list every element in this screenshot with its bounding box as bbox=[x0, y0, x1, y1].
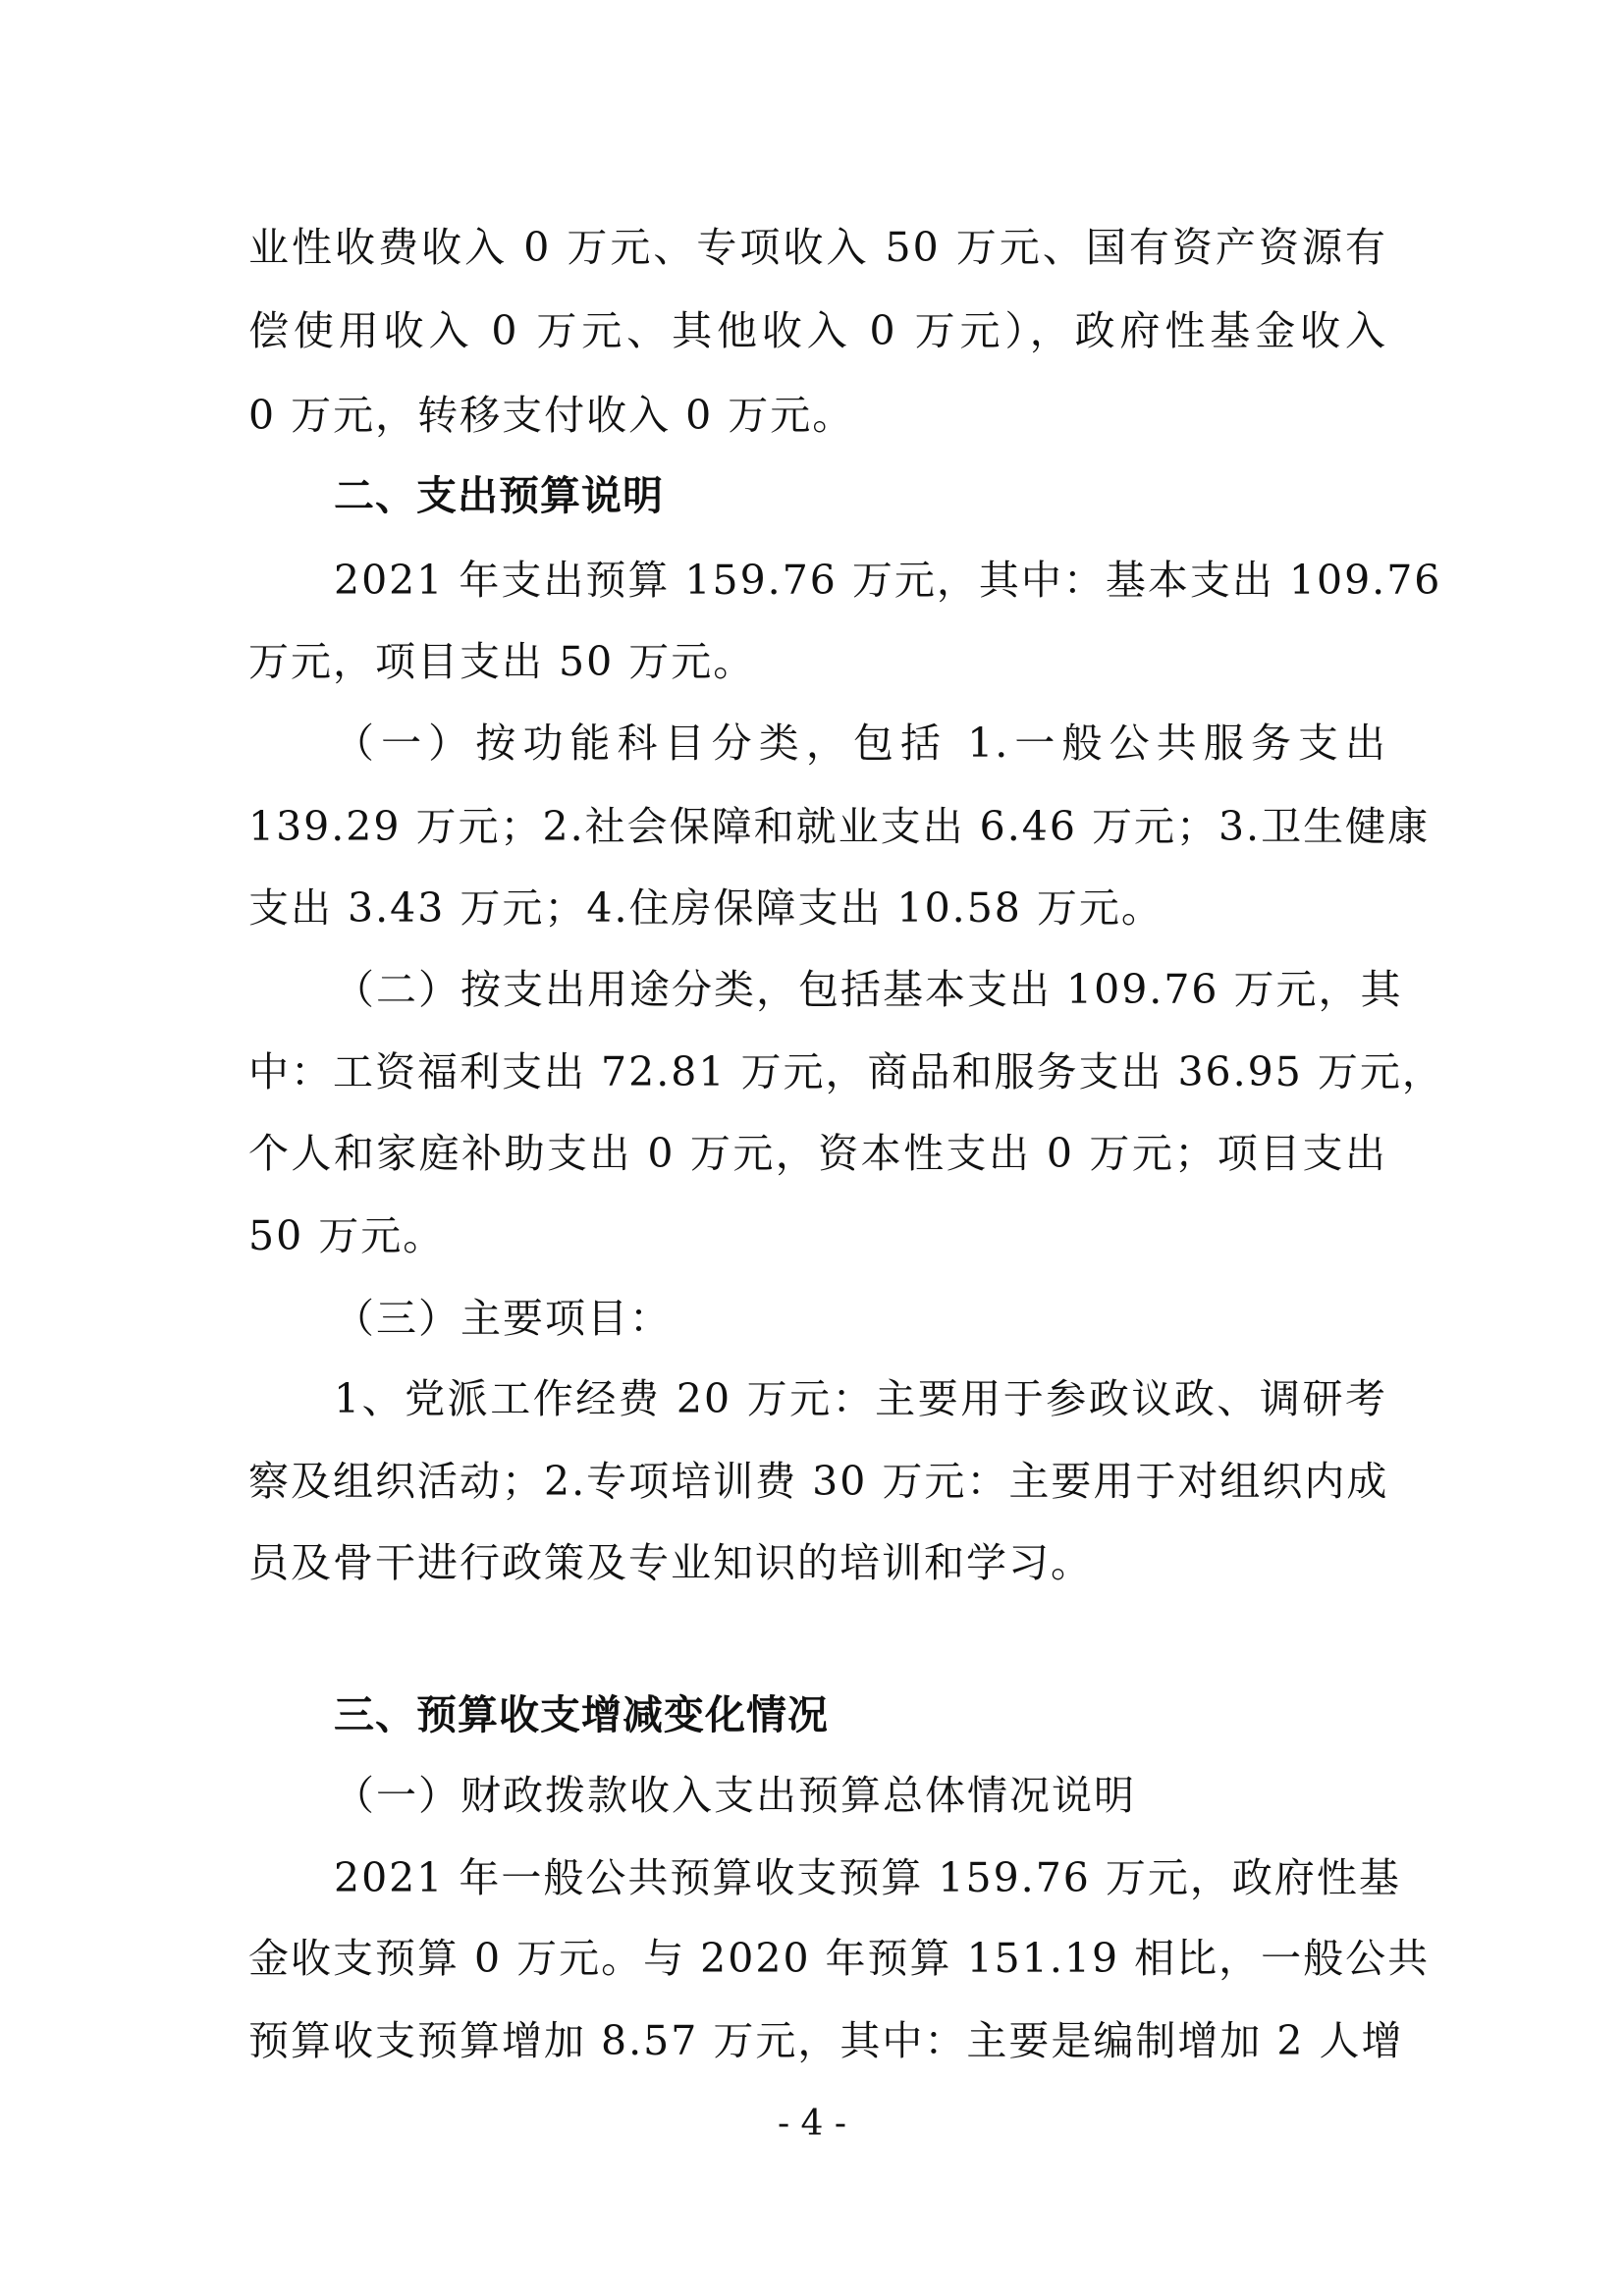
body-text-line: 察及组织活动；2.专项培训费 30 万元：主要用于对组织内成 bbox=[248, 1458, 1389, 1505]
subsection-heading: （一）财政拨款收入支出预算总体情况说明 bbox=[334, 1772, 1136, 1819]
section-heading-budget-change: 三、预算收支增减变化情况 bbox=[334, 1691, 829, 1738]
subsection-heading: （三）主要项目： bbox=[334, 1295, 672, 1342]
body-text-line: 预算收支预算增加 8.57 万元，其中：主要是编制增加 2 人增 bbox=[248, 2017, 1404, 2064]
body-text-line: 万元，项目支出 50 万元。 bbox=[248, 638, 756, 685]
body-text-line: 0 万元，转移支付收入 0 万元。 bbox=[248, 392, 855, 439]
body-text-line: 员及骨干进行政策及专业知识的培训和学习。 bbox=[248, 1539, 1093, 1586]
body-text-line: 中：工资福利支出 72.81 万元，商品和服务支出 36.95 万元， bbox=[248, 1048, 1444, 1095]
body-text-line: 1、党派工作经费 20 万元：主要用于参政议政、调研考 bbox=[334, 1375, 1387, 1422]
page-number: - 4 - bbox=[777, 2104, 847, 2144]
body-text-line: 偿使用收入 0 万元、其他收入 0 万元），政府性基金收入 bbox=[248, 307, 1387, 354]
body-text-line: （二）按支出用途分类，包括基本支出 109.76 万元，其 bbox=[334, 966, 1403, 1013]
body-text-line: 50 万元。 bbox=[248, 1212, 446, 1259]
body-text-line: 139.29 万元；2.社会保障和就业支出 6.46 万元；3.卫生健康 bbox=[248, 803, 1431, 850]
body-text-line: 2021 年一般公共预算收支预算 159.76 万元，政府性基 bbox=[334, 1854, 1401, 1901]
body-text-line: 业性收费收入 0 万元、专项收入 50 万元、国有资产资源有 bbox=[248, 224, 1387, 271]
body-text-line: （一）按功能科目分类，包括 1.一般公共服务支出 bbox=[334, 720, 1387, 767]
body-text-line: 2021 年支出预算 159.76 万元，其中：基本支出 109.76 bbox=[334, 557, 1442, 604]
body-text-line: 支出 3.43 万元；4.住房保障支出 10.58 万元。 bbox=[248, 884, 1164, 932]
section-heading-expenditure: 二、支出预算说明 bbox=[334, 472, 664, 519]
body-text-line: 个人和家庭补助支出 0 万元，资本性支出 0 万元；项目支出 bbox=[248, 1130, 1387, 1177]
body-text-line: 金收支预算 0 万元。与 2020 年预算 151.19 相比，一般公共 bbox=[248, 1935, 1431, 1982]
